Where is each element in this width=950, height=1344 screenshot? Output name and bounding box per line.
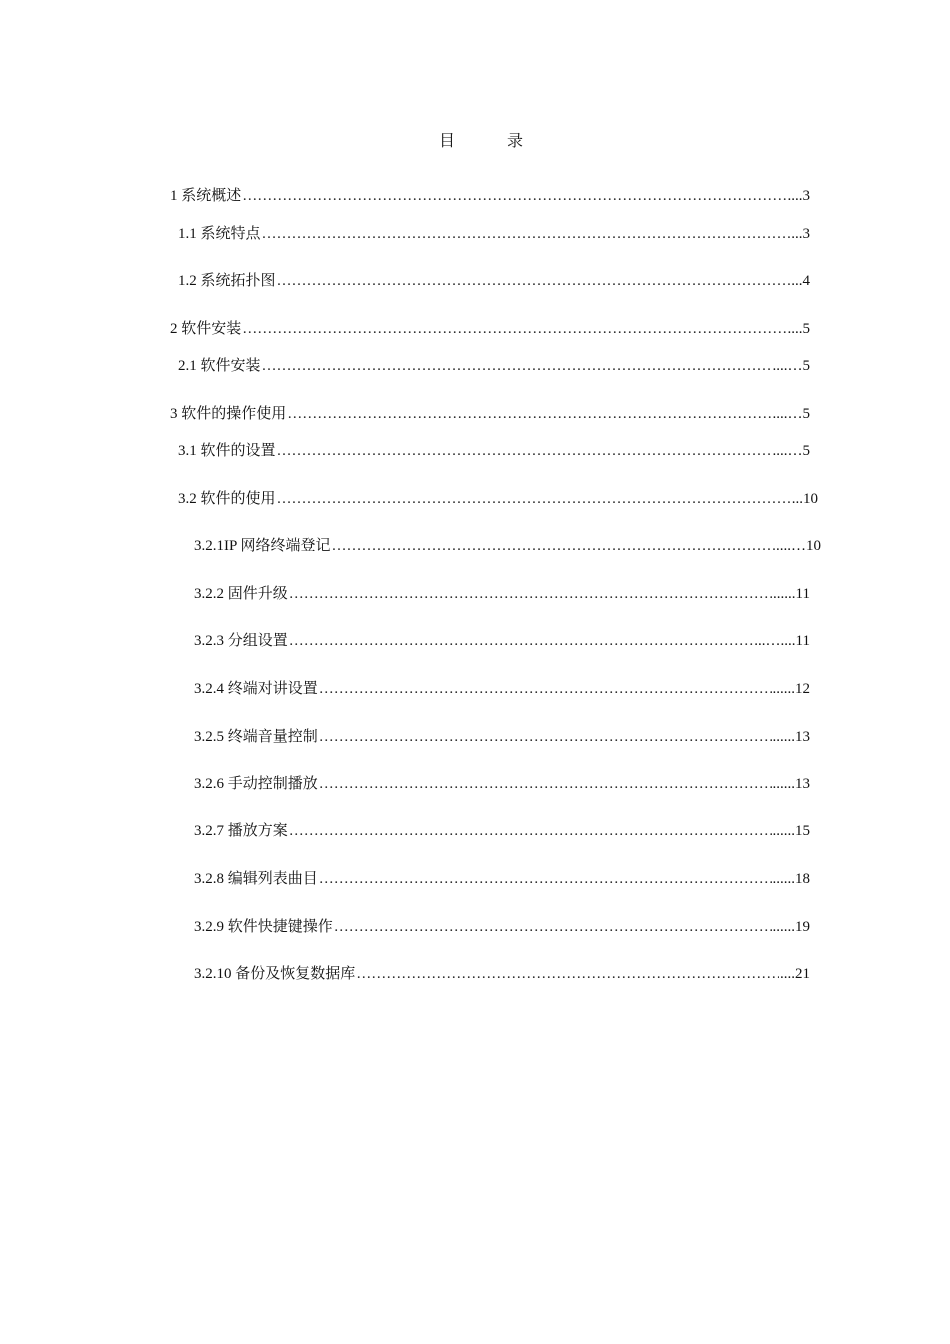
toc-entry-page: ....…5	[772, 358, 810, 374]
toc-entry-label: 1.2 系统拓扑图	[178, 273, 276, 289]
toc-entry-page: ....…10	[776, 538, 821, 554]
toc-entry-page: ....…5	[772, 443, 810, 459]
toc-entry-page: ....5	[787, 321, 810, 337]
toc-entry[interactable]	[178, 271, 810, 291]
toc-entry-page: ....3	[787, 188, 810, 204]
toc-entry-page: ......15	[772, 823, 810, 839]
toc-leader-dots	[332, 536, 775, 556]
toc-leader-dots	[334, 917, 772, 937]
toc-leader-dots	[319, 727, 772, 747]
toc-entry-page: ......13	[772, 729, 810, 745]
toc-entry-page: ....21	[780, 966, 810, 982]
toc-entry[interactable]	[194, 821, 810, 841]
toc-leader-dots	[262, 224, 791, 244]
toc-entry-label: 3.2.10 备份及恢复数据库	[194, 966, 356, 982]
toc-leader-dots	[277, 489, 791, 509]
toc-entry[interactable]	[170, 404, 810, 424]
toc-entry-label: 3.2 软件的使用	[178, 491, 276, 507]
toc-entry[interactable]	[194, 774, 810, 794]
toc-entry-label: 3.2.6 手动控制播放	[194, 776, 318, 792]
toc-leader-dots	[319, 869, 772, 889]
toc-entry-page: ......19	[772, 919, 810, 935]
toc-entry-label: 2 软件安装	[170, 321, 242, 337]
toc-entry-page: ...4	[791, 273, 810, 289]
toc-entry[interactable]	[194, 536, 821, 556]
toc-entry[interactable]	[194, 631, 810, 651]
toc-entry[interactable]	[194, 869, 810, 889]
toc-entry-label: 1.1 系统特点	[178, 226, 261, 242]
toc-entry-label: 3.2.7 播放方案	[194, 823, 288, 839]
toc-entry[interactable]	[194, 964, 810, 984]
toc-entry-page: ...3	[791, 226, 810, 242]
toc-entry-label: 1 系统概述	[170, 188, 242, 204]
toc-entry[interactable]	[178, 489, 818, 509]
toc-entry[interactable]	[194, 727, 810, 747]
toc-leader-dots	[289, 584, 772, 604]
toc-entry-label: 3.2.2 固件升级	[194, 586, 288, 602]
toc-entry[interactable]	[194, 679, 810, 699]
toc-entry-label: 3.2.9 软件快捷键操作	[194, 919, 333, 935]
toc-leader-dots	[289, 631, 754, 651]
toc-leader-dots	[277, 271, 791, 291]
toc-entry-label: 2.1 软件安装	[178, 358, 261, 374]
toc-leader-dots	[287, 404, 771, 424]
toc-entry[interactable]	[178, 441, 810, 461]
toc-entry-label: 3.2.4 终端对讲设置	[194, 681, 318, 697]
toc-entry[interactable]	[170, 186, 810, 206]
toc-title: 目 录	[438, 133, 541, 150]
toc-entry[interactable]	[178, 356, 810, 376]
toc-entry-label: 3.2.8 编辑列表曲目	[194, 871, 318, 887]
toc-entry[interactable]	[170, 319, 810, 339]
toc-entry-page: ......13	[772, 776, 810, 792]
toc-entry-page: ......18	[772, 871, 810, 887]
toc-entry-page: ...…....11	[754, 633, 810, 649]
toc-leader-dots	[319, 679, 772, 699]
toc-entry-label: 3 软件的操作使用	[170, 406, 287, 422]
toc-leader-dots	[242, 186, 786, 206]
toc-leader-dots	[242, 319, 786, 339]
toc-leader-dots	[319, 774, 772, 794]
toc-entry[interactable]	[178, 224, 810, 244]
toc-entry-page: ....…5	[772, 406, 810, 422]
toc-entry-label: 3.2.5 终端音量控制	[194, 729, 318, 745]
toc-entry-page: ......12	[772, 681, 810, 697]
toc-leader-dots	[289, 821, 772, 841]
toc-leader-dots	[262, 356, 772, 376]
toc-entry[interactable]	[194, 917, 810, 937]
toc-leader-dots	[356, 964, 779, 984]
toc-entry-page: ......11	[773, 586, 810, 602]
toc-entry-label: 3.2.3 分组设置	[194, 633, 288, 649]
toc-entry-page: ...10	[791, 491, 818, 507]
toc-entry-label: 3.2.1IP 网络终端登记	[194, 538, 331, 554]
toc-entry[interactable]	[194, 584, 810, 604]
toc-entry-label: 3.1 软件的设置	[178, 443, 276, 459]
toc-leader-dots	[277, 441, 772, 461]
